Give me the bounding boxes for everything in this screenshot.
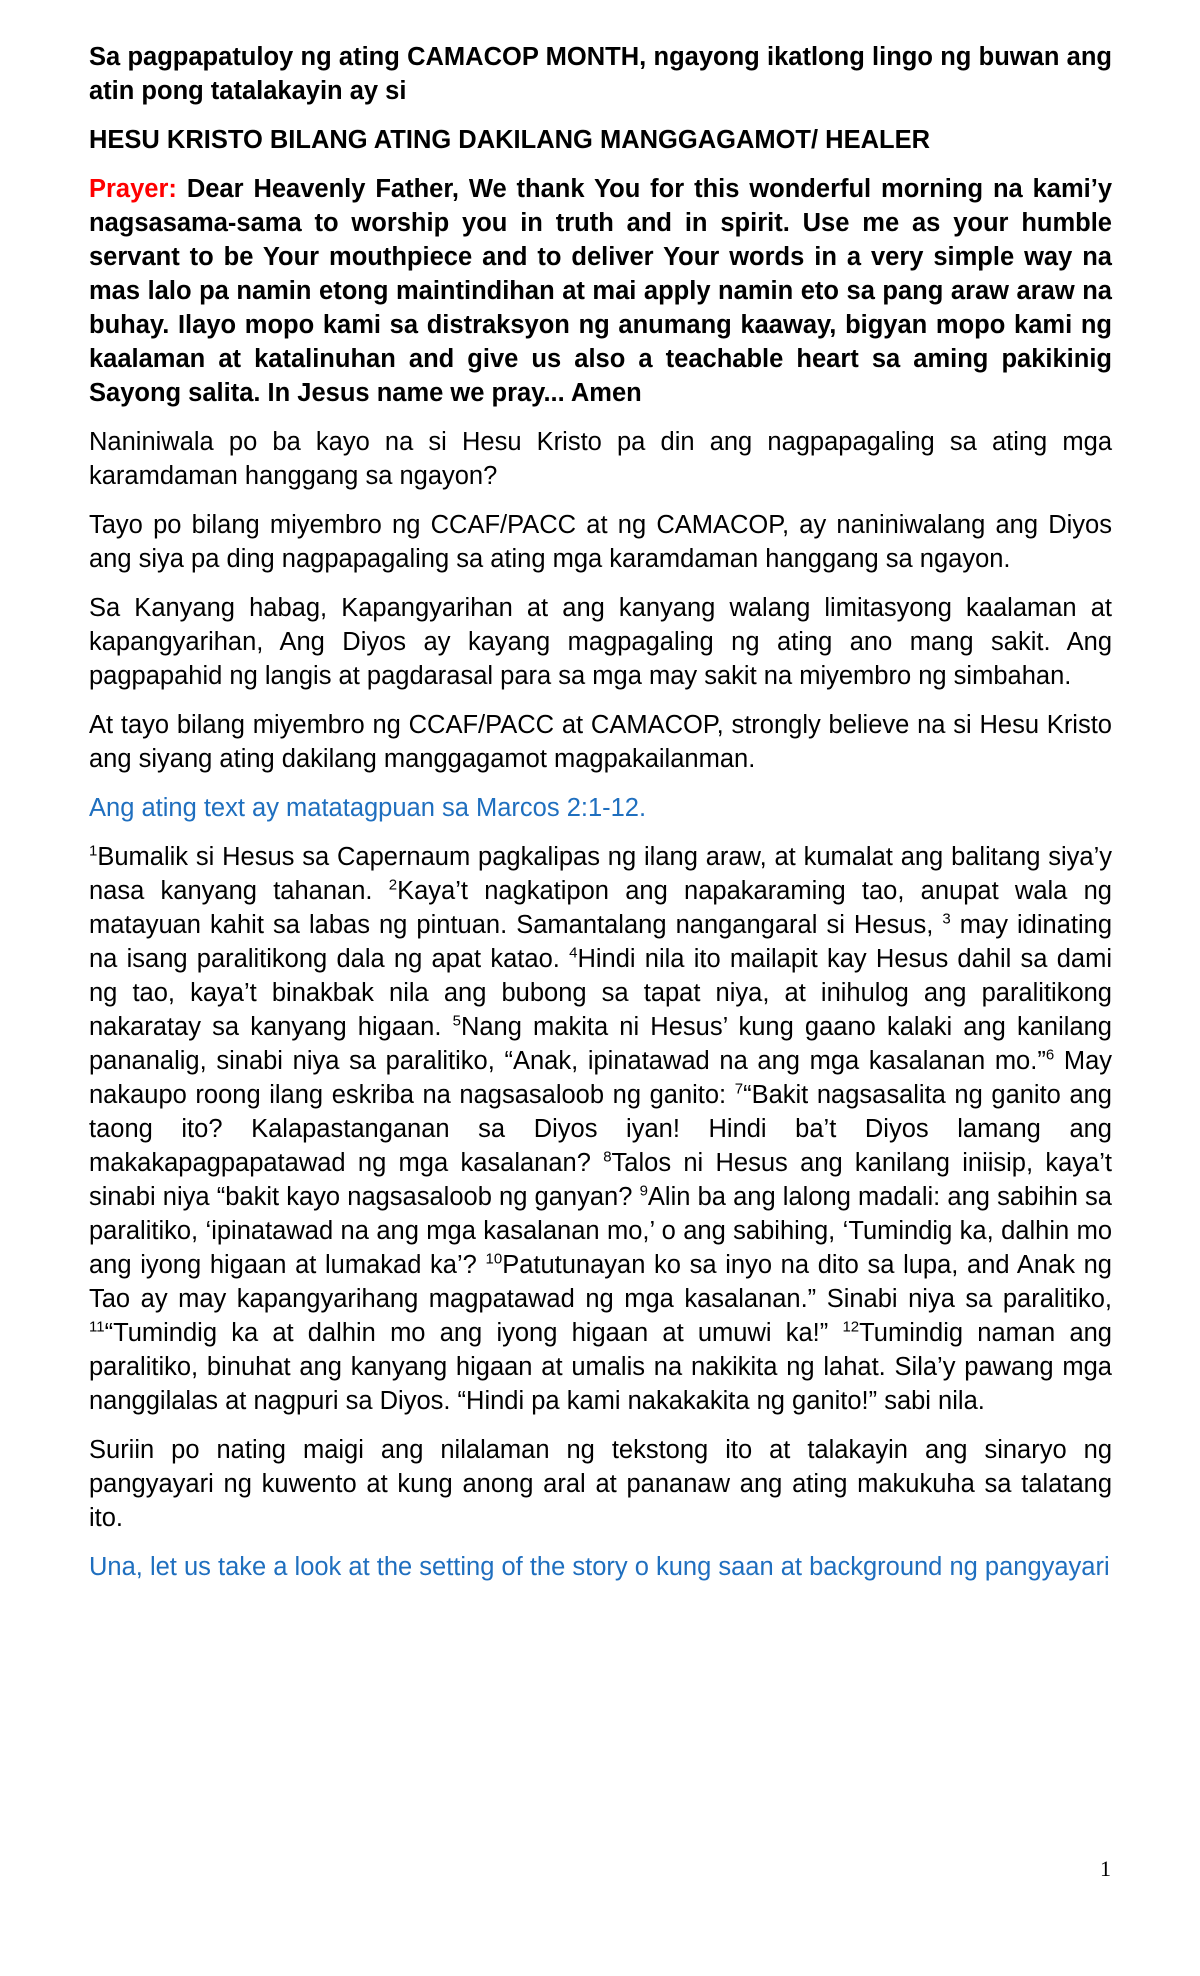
- verse-text: May nakaupo roong ilang eskriba na nagsasaloob ng ganito:: [89, 1047, 1113, 1109]
- verse-number: 3: [942, 910, 951, 928]
- text-reference: Ang ating text ay matatagpuan sa Marcos 2:1-12.: [89, 794, 647, 822]
- body-paragraph-2: Tayo po bilang miyembro ng CCAF/PACC at ng CAMACOP, ay naniniwalang ang Diyos ang siya pa ding nagpapagaling sa ating mga karamdaman hanggang sa ngayon.: [89, 511, 1112, 573]
- verse-number: 4: [569, 944, 578, 962]
- scripture-passage: [89, 840, 1112, 1418]
- verse-number: 9: [639, 1182, 648, 1200]
- verse-text: Talos ni Hesus ang kanilang iniisip, kaya’t sinabi niya “bakit kayo nagsasaloob ng ganyan?: [89, 1149, 1112, 1211]
- verse-number: 1: [89, 842, 98, 860]
- body-paragraph-3: Sa Kanyang habag, Kapangyarihan at ang kanyang walang limitasyong kaalaman at kapangyarihan, Ang Diyos ay kayang magpagaling ng ating ano mang sakit. Ang pagpapahid ng langis at pagdarasal para sa mga may sakit na miyembro ng simbahan.: [89, 594, 1112, 690]
- verse-number: 7: [734, 1080, 744, 1098]
- verse-text: Nang makita ni Hesus’ kung gaano kalaki ang kanilang pananalig, sinabi niya sa paralitiko, “Anak, ipinatawad na ang mga kasalanan mo.”: [89, 1013, 1112, 1075]
- verse-number: 8: [603, 1148, 612, 1166]
- closing-paragraph: Una, let us take a look at the setting of the story o kung saan at background ng pangyayari: [89, 1553, 1110, 1581]
- verse-text: Alin ba ang lalong madali: ang sabihin sa paralitiko, ‘ipinatawad na ang mga kasalanan mo,’ o ang sabihing, ‘Tumindig ka, dalhin mo ang iyong higaan at lumakad ka’?: [89, 1183, 1112, 1279]
- intro-paragraph: Sa pagpapatuloy ng ating CAMACOP MONTH, ngayong ikatlong lingo ng buwan ang atin pong tatalakayin ay si: [89, 43, 1112, 105]
- verse-number: 12: [842, 1318, 860, 1336]
- document-page: [89, 40, 1112, 1599]
- verse-text: may idinating na isang paralitikong dala ng apat katao.: [89, 911, 1112, 973]
- page-number: 1: [1100, 1856, 1111, 1881]
- verse-text: “Tumindig ka at dalhin mo ang iyong higaan at umuwi ka!”: [104, 1319, 843, 1347]
- document-heading: HESU KRISTO BILANG ATING DAKILANG MANGGAGAMOT/ HEALER: [89, 126, 931, 154]
- verse-number: 11: [89, 1318, 105, 1336]
- verse-number: 6: [1045, 1046, 1055, 1064]
- analysis-paragraph: Suriin po nating maigi ang nilalaman ng tekstong ito at talakayin ang sinaryo ng pangyayari ng kuwento at kung anong aral at pananaw ang ating makukuha sa talatang ito.: [89, 1436, 1112, 1532]
- verse-number: 2: [388, 876, 398, 894]
- prayer-paragraph: [89, 172, 1112, 410]
- prayer-text: Dear Heavenly Father, We thank You for this wonderful morning na kami’y nagsasama-sama to worship you in truth and in spirit. Use me as your humble servant to be Your mouthpiece and to deliver Your words in a very simple way na mas lalo pa namin etong maintindihan at mai apply namin eto sa pang araw araw na buhay. Ilayo mopo kami sa distraksyon ng anumang kaaway, bigyan mopo kami ng kaalaman at katalinuhan and give us also a teachable heart sa aming pakikinig Sayong salita. In Jesus name we pray... Amen: [89, 175, 1112, 407]
- body-paragraph-4: At tayo bilang miyembro ng CCAF/PACC at CAMACOP, strongly believe na si Hesu Kristo ang siyang ating dakilang manggagamot magpakailanman.: [89, 711, 1112, 773]
- body-paragraph-1: Naniniwala po ba kayo na si Hesu Kristo pa din ang nagpapagaling sa ating mga karamdaman hanggang sa ngayon?: [89, 428, 1112, 490]
- prayer-label: Prayer:: [89, 175, 177, 203]
- verse-number: 10: [485, 1250, 503, 1268]
- verse-text: Bumalik si Hesus sa Capernaum pagkalipas ng ilang araw, at kumalat ang balitang siya’y nasa kanyang tahanan.: [89, 843, 1112, 905]
- verse-text: Tumindig naman ang paralitiko, binuhat ang kanyang higaan at umalis na nakikita ng lahat. Sila’y pawang mga nanggilalas at nagpuri sa Diyos. “Hindi pa kami nakakakita ng ganito!” sabi nila.: [89, 1319, 1112, 1415]
- verse-text: “Bakit nagsasalita ng ganito ang taong ito? Kalapastanganan sa Diyos iyan! Hindi ba’t Diyos lamang ang makakapagpapatawad ng mga kasalanan?: [89, 1081, 1112, 1177]
- verse-number: 5: [452, 1012, 461, 1030]
- verse-text: Patutunayan ko sa inyo na dito sa lupa, and Anak ng Tao ay may kapangyarihang magpatawad ng mga kasalanan.” Sinabi niya sa paralitiko,: [89, 1251, 1112, 1313]
- verse-text: Kaya’t nagkatipon ang napakaraming tao, anupat wala ng matayuan kahit sa labas ng pintuan. Samantalang nangangaral si Hesus,: [89, 877, 1112, 939]
- verse-text: Hindi nila ito mailapit kay Hesus dahil sa dami ng tao, kaya’t binakbak nila ang bubong sa tapat niya, at inihulog ang paralitikong nakaratay sa kanyang higaan.: [89, 945, 1112, 1041]
